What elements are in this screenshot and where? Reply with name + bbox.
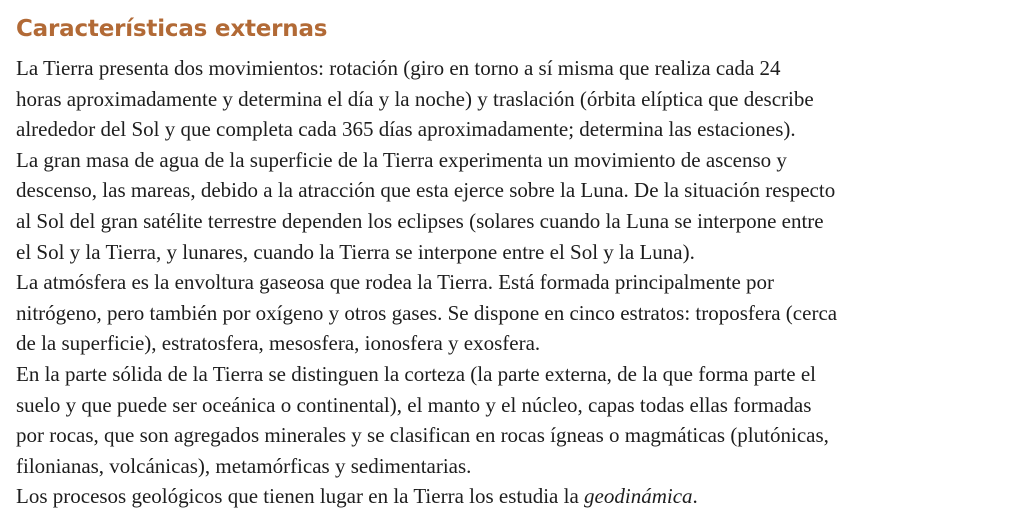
text-line: descenso, las mareas, debido a la atracción que esta ejerce sobre la Luna. De la situación respecto [16, 178, 836, 203]
geodynamics-prefix: Los procesos geológicos que tienen lugar en la Tierra los estudia la [16, 484, 585, 509]
text-line: al Sol del gran satélite terrestre dependen los eclipses (solares cuando la Luna se interpone entre [16, 208, 824, 233]
text-line: filonianas, volcánicas), metamórficas y sedimentarias. [16, 453, 472, 478]
text-line: La gran masa de agua de la superficie de la Tierra experimenta un movimiento de ascenso y [16, 147, 787, 172]
paragraph-tides-eclipses [16, 145, 1009, 267]
paragraph-atmosphere [16, 267, 1009, 359]
text-line: el Sol y la Tierra, y lunares, cuando la Tierra se interpone entre el Sol y la Luna). [16, 239, 695, 264]
geodynamics-suffix: . [692, 484, 698, 509]
text-line: La atmósfera es la envoltura gaseosa que rodea la Tierra. Está formada principalmente por [16, 270, 775, 295]
geodynamics-term: geodinámica [584, 484, 693, 509]
paragraph-geodynamics [16, 481, 1009, 512]
text-line: suelo y que puede ser oceánica o continental), el manto y el núcleo, capas todas ellas formadas [16, 392, 812, 417]
text-line: La Tierra presenta dos movimientos: rotación (giro en torno a sí misma que realiza cada 24 [16, 56, 781, 80]
paragraph-movements [16, 53, 1009, 145]
section-body [16, 53, 1009, 512]
text-line: por rocas, que son agregados minerales y se clasifican en rocas ígneas o magmáticas (plutónicas, [16, 423, 829, 448]
text-line: de la superficie), estratosfera, mesosfera, ionosfera y exosfera. [16, 331, 541, 356]
text-line: horas aproximadamente y determina el día y la noche) y traslación (órbita elíptica que describe [16, 86, 814, 111]
text-line [16, 481, 1009, 512]
text-line: nitrógeno, pero también por oxígeno y otros gases. Se dispone en cinco estratos: troposfera (cerca [16, 300, 838, 325]
section-title: Características externas [16, 16, 328, 42]
text-line: alrededor del Sol y que completa cada 365 días aproximadamente; determina las estaciones). [16, 117, 796, 142]
paragraph-solid-earth [16, 359, 1009, 481]
text-line: En la parte sólida de la Tierra se distinguen la corteza (la parte externa, de la que forma parte el [16, 361, 816, 386]
